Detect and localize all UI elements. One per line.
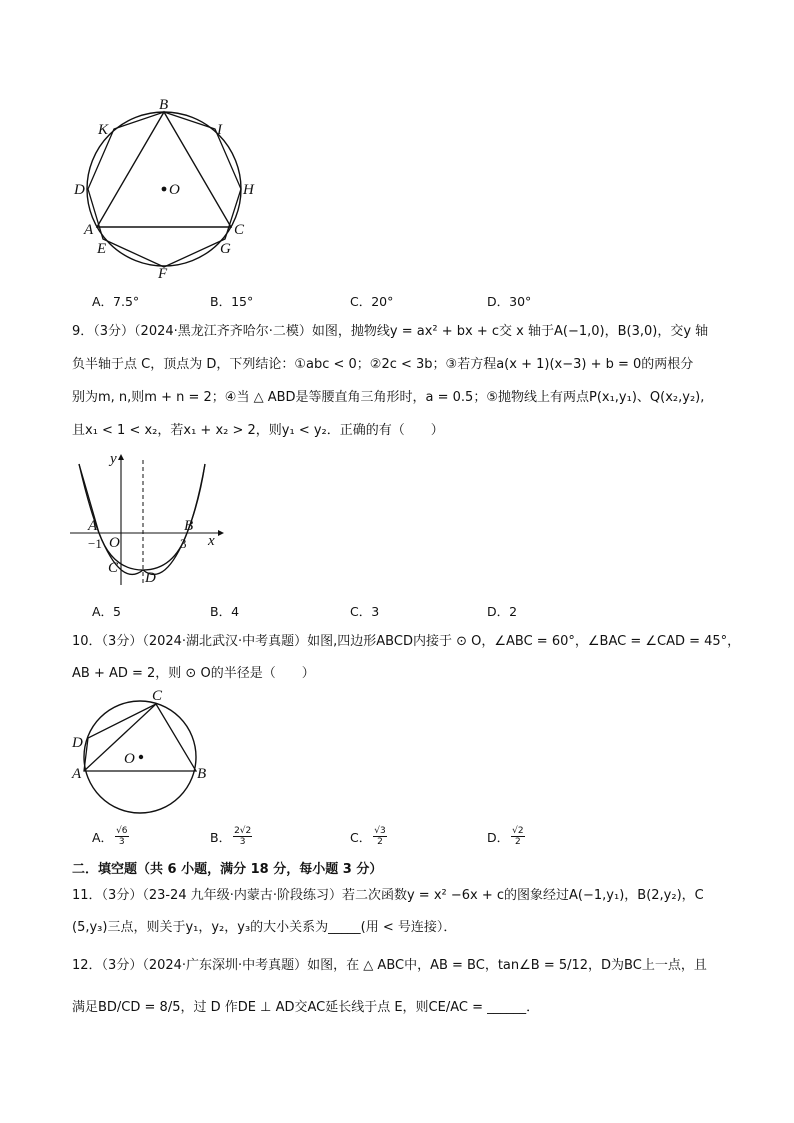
graph-label-y: y bbox=[110, 451, 117, 467]
label-C: C bbox=[234, 222, 245, 238]
q10-option-d-letter: D． bbox=[487, 829, 510, 845]
q10-option-c-letter: C． bbox=[350, 829, 372, 845]
label-F: F bbox=[158, 266, 168, 282]
q9-option-b: B．4 bbox=[210, 604, 240, 619]
label-G: G bbox=[220, 241, 231, 257]
graph-label-minus1: −1 bbox=[88, 536, 102, 551]
q11-line-1: 11．（3分）（23-24 九年级·内蒙古·阶段练习）若二次函数y = x² −6x + c的图象经过A(−1,y₁)，B(2,y₂)，C bbox=[72, 888, 704, 903]
section-2-heading: 二．填空题（共 6 小题，满分 18 分，每小题 3 分） bbox=[72, 862, 383, 877]
q9-option-d: D．2 bbox=[487, 604, 518, 619]
q10-option-a-letter: A． bbox=[92, 829, 114, 845]
label-A: A bbox=[84, 222, 94, 238]
q9-line-3: 别为m, n,则m + n = 2；④当 △ ABD是等腰直角三角形时，a = 0.5；⑤抛物线上有两点P(x₁,y₁)、Q(x₂,y₂), bbox=[72, 390, 705, 405]
q10-option-d bbox=[487, 826, 525, 847]
q10-label-B: B bbox=[197, 766, 207, 782]
q10-option-c-den: 2 bbox=[377, 837, 383, 847]
label-O: O bbox=[169, 182, 180, 198]
q10-option-b bbox=[210, 826, 252, 847]
graph-label-D: D bbox=[145, 570, 156, 586]
q10-option-d-den: 2 bbox=[515, 837, 521, 847]
q9-line-1: 9．（3分）（2024·黑龙江齐齐哈尔·二模）如图，抛物线y = ax² + bx + c交 x 轴于A(−1,0)，B(3,0)，交y 轴 bbox=[72, 324, 709, 339]
graph-label-3: 3 bbox=[180, 536, 187, 551]
q10-option-a-num: √6 bbox=[116, 826, 128, 836]
graph-label-A: A bbox=[88, 518, 98, 534]
figure-q9-parabola bbox=[68, 448, 228, 588]
q10-option-b-den: 3 bbox=[239, 837, 246, 847]
q8-option-a: A．7.5° bbox=[92, 294, 140, 309]
q9-line-2: 负半轴于点 C，顶点为 D，下列结论：①abc < 0；②2c < 3b；③若方程a(x + 1)(x−3) + b = 0的两根分 bbox=[72, 357, 694, 372]
q12-line-2: 满足BD/CD = 8/5，过 D 作DE ⊥ AD交AC延长线于点 E，则CE/AC = ______． bbox=[72, 1000, 540, 1015]
graph-label-C: C bbox=[108, 560, 119, 576]
q10-option-d-num: √2 bbox=[512, 826, 524, 836]
graph-label-B: B bbox=[184, 518, 194, 534]
q10-option-a bbox=[92, 826, 129, 847]
label-I: I bbox=[217, 122, 222, 138]
q10-label-C: C bbox=[152, 688, 163, 704]
q10-label-A: A bbox=[72, 766, 82, 782]
q10-option-c-num: √3 bbox=[374, 826, 386, 836]
graph-label-O: O bbox=[109, 535, 120, 551]
q11-line-2: (5,y₃)三点，则关于y₁，y₂，y₃的大小关系为_____(用 < 号连接）． bbox=[72, 920, 457, 935]
q9-option-c: C．3 bbox=[350, 604, 380, 619]
q10-label-D: D bbox=[72, 735, 83, 751]
label-K: K bbox=[98, 122, 109, 138]
label-D: D bbox=[74, 182, 85, 198]
label-B: B bbox=[159, 97, 169, 113]
q8-option-d: D．30° bbox=[487, 294, 532, 309]
q9-line-4: 且x₁ < 1 < x₂，若x₁ + x₂ > 2，则y₁ < y₂．正确的有（ ） bbox=[72, 423, 444, 438]
q8-option-c: C．20° bbox=[350, 294, 394, 309]
q12-line-1: 12．（3分）（2024·广东深圳·中考真题）如图，在 △ ABC中，AB = BC，tan∠B = 5/12，D为BC上一点，且 bbox=[72, 958, 707, 973]
q10-line-2: AB + AD = 2，则 ⊙ O的半径是（ ） bbox=[72, 666, 315, 681]
label-H: H bbox=[243, 182, 254, 198]
figure-q8-octagon bbox=[70, 96, 270, 286]
q10-label-O: O bbox=[124, 751, 135, 767]
graph-label-x: x bbox=[208, 533, 215, 549]
q10-option-a-den: 3 bbox=[118, 837, 125, 847]
q10-option-b-num: 2√2 bbox=[234, 826, 252, 836]
figure-q10-cyclic-quad bbox=[68, 686, 218, 816]
label-E: E bbox=[97, 241, 107, 257]
q10-option-c bbox=[350, 826, 387, 847]
q9-option-a: A．5 bbox=[92, 604, 122, 619]
q10-line-1: 10．（3分）（2024·湖北武汉·中考真题）如图,四边形ABCD内接于 ⊙ O，∠ABC = 60°，∠BAC = ∠CAD = 45°， bbox=[72, 634, 741, 649]
q8-option-b: B．15° bbox=[210, 294, 254, 309]
q10-option-b-letter: B． bbox=[210, 829, 232, 845]
